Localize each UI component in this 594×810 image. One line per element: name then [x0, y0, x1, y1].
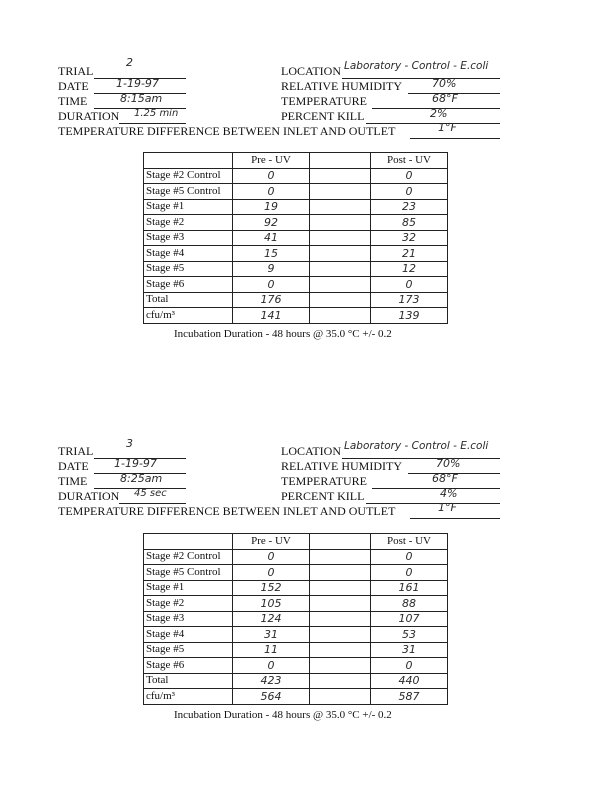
gap-cell — [310, 673, 371, 689]
table-row — [144, 549, 448, 565]
post-uv-value: 88 — [371, 596, 448, 612]
temperature-label: TEMPERATURE — [281, 474, 368, 488]
row-label: Stage #1 — [144, 199, 233, 215]
pre-uv-value: 423 — [233, 673, 310, 689]
time-label: TIME — [58, 94, 88, 108]
duration-value: 45 sec — [134, 488, 167, 499]
pre-uv-value: 176 — [233, 292, 310, 308]
row-label: Stage #2 Control — [144, 549, 233, 565]
pre-uv-value: 9 — [233, 261, 310, 277]
row-label: Stage #3 — [144, 611, 233, 627]
col-post-uv: Post - UV — [371, 534, 448, 550]
post-uv-value: 587 — [371, 689, 448, 705]
gap-cell — [310, 611, 371, 627]
location-label: LOCATION — [281, 444, 341, 458]
location-label: LOCATION — [281, 64, 341, 78]
post-uv-value: 0 — [371, 549, 448, 565]
pre-uv-value: 105 — [233, 596, 310, 612]
row-label: cfu/m³ — [144, 689, 233, 705]
table-row — [144, 261, 448, 277]
pre-uv-value: 19 — [233, 199, 310, 215]
gap-cell — [310, 277, 371, 293]
row-label: Stage #6 — [144, 277, 233, 293]
row-label: Stage #2 — [144, 596, 233, 612]
relative-humidity-value: 70% — [432, 77, 457, 90]
location-value: Laboratory - Control - E.coli — [344, 60, 489, 72]
post-uv-value: 440 — [371, 673, 448, 689]
row-label: Stage #5 Control — [144, 565, 233, 581]
temperature-value: 68°F — [432, 92, 458, 105]
table-row — [144, 184, 448, 200]
row-label: Stage #1 — [144, 580, 233, 596]
post-uv-value: 0 — [371, 184, 448, 200]
pre-uv-value: 15 — [233, 246, 310, 262]
table-row — [144, 168, 448, 184]
relative-humidity-label: RELATIVE HUMIDITY — [281, 79, 402, 93]
table-row — [144, 658, 448, 674]
temp-difference-value: 1°F — [438, 121, 457, 134]
post-uv-value: 107 — [371, 611, 448, 627]
table-row — [144, 246, 448, 262]
gap-cell — [310, 549, 371, 565]
row-label: Stage #6 — [144, 658, 233, 674]
row-label: Stage #2 Control — [144, 168, 233, 184]
row-label: Stage #4 — [144, 246, 233, 262]
gap-cell — [310, 596, 371, 612]
gap-cell — [310, 627, 371, 643]
gap-cell — [310, 215, 371, 231]
table-row — [144, 673, 448, 689]
relative-humidity-label: RELATIVE HUMIDITY — [281, 459, 402, 473]
trial-value: 2 — [126, 56, 133, 69]
table-header-blank — [144, 153, 233, 169]
row-label: Stage #5 — [144, 642, 233, 658]
gap-cell — [310, 689, 371, 705]
table-row — [144, 627, 448, 643]
date-label: DATE — [58, 79, 89, 93]
temperature-value: 68°F — [432, 472, 458, 485]
pre-uv-value: 0 — [233, 277, 310, 293]
trial-value: 3 — [126, 437, 133, 450]
time-value: 8:25am — [120, 472, 163, 485]
relative-humidity-value: 70% — [436, 457, 461, 470]
time-label: TIME — [58, 474, 88, 488]
table-row — [144, 199, 448, 215]
pre-uv-value: 564 — [233, 689, 310, 705]
gap-cell — [310, 168, 371, 184]
row-label: Total — [144, 673, 233, 689]
pre-uv-value: 0 — [233, 549, 310, 565]
col-post-uv: Post - UV — [371, 153, 448, 169]
table-row — [144, 596, 448, 612]
table-header-row — [144, 534, 448, 550]
post-uv-value: 173 — [371, 292, 448, 308]
pre-uv-value: 141 — [233, 308, 310, 324]
gap-cell — [310, 580, 371, 596]
duration-label: DURATION — [58, 489, 120, 503]
percent-kill-label: PERCENT KILL — [281, 109, 365, 123]
percent-kill-label: PERCENT KILL — [281, 489, 365, 503]
row-label: Stage #5 — [144, 261, 233, 277]
table-row — [144, 292, 448, 308]
pre-uv-value: 0 — [233, 658, 310, 674]
percent-kill-value: 2% — [430, 107, 448, 120]
pre-uv-value: 152 — [233, 580, 310, 596]
row-label: Stage #2 — [144, 215, 233, 231]
duration-value: 1.25 min — [134, 108, 179, 119]
gap-cell — [310, 261, 371, 277]
table-header-gap — [310, 153, 371, 169]
gap-cell — [310, 230, 371, 246]
gap-cell — [310, 308, 371, 324]
results-table-2 — [143, 533, 448, 705]
row-label: cfu/m³ — [144, 308, 233, 324]
gap-cell — [310, 292, 371, 308]
pre-uv-value: 41 — [233, 230, 310, 246]
row-label: Stage #5 Control — [144, 184, 233, 200]
gap-cell — [310, 565, 371, 581]
table-row — [144, 689, 448, 705]
pre-uv-value: 11 — [233, 642, 310, 658]
pre-uv-value: 92 — [233, 215, 310, 231]
results-table-1 — [143, 152, 448, 324]
table-header-blank — [144, 534, 233, 550]
date-value: 1-19-97 — [114, 457, 157, 470]
duration-label: DURATION — [58, 109, 120, 123]
date-label: DATE — [58, 459, 89, 473]
time-value: 8:15am — [120, 92, 163, 105]
post-uv-value: 12 — [371, 261, 448, 277]
table-row — [144, 277, 448, 293]
post-uv-value: 0 — [371, 658, 448, 674]
post-uv-value: 0 — [371, 277, 448, 293]
table-row — [144, 308, 448, 324]
percent-kill-line — [366, 489, 500, 504]
date-value: 1-19-97 — [116, 77, 159, 90]
temp-difference-value: 1°F — [438, 501, 457, 514]
temp-difference-label: TEMPERATURE DIFFERENCE BETWEEN INLET AND OUTLET — [58, 124, 396, 138]
temp-difference-label: TEMPERATURE DIFFERENCE BETWEEN INLET AND OUTLET — [58, 504, 396, 518]
table-row — [144, 611, 448, 627]
pre-uv-value: 0 — [233, 184, 310, 200]
temperature-label: TEMPERATURE — [281, 94, 368, 108]
gap-cell — [310, 246, 371, 262]
post-uv-value: 161 — [371, 580, 448, 596]
table-header-row — [144, 153, 448, 169]
pre-uv-value: 124 — [233, 611, 310, 627]
row-label: Total — [144, 292, 233, 308]
location-value: Laboratory - Control - E.coli — [344, 440, 489, 452]
table-row — [144, 565, 448, 581]
post-uv-value: 0 — [371, 168, 448, 184]
pre-uv-value: 0 — [233, 168, 310, 184]
table-row — [144, 230, 448, 246]
pre-uv-value: 31 — [233, 627, 310, 643]
col-pre-uv: Pre - UV — [233, 153, 310, 169]
table-header-gap — [310, 534, 371, 550]
post-uv-value: 53 — [371, 627, 448, 643]
post-uv-value: 85 — [371, 215, 448, 231]
incubation-caption: Incubation Duration - 48 hours @ 35.0 °C +/- 0.2 — [174, 328, 392, 340]
gap-cell — [310, 642, 371, 658]
incubation-caption: Incubation Duration - 48 hours @ 35.0 °C +/- 0.2 — [174, 709, 392, 721]
table-row — [144, 642, 448, 658]
gap-cell — [310, 658, 371, 674]
table-row — [144, 215, 448, 231]
col-pre-uv: Pre - UV — [233, 534, 310, 550]
post-uv-value: 32 — [371, 230, 448, 246]
row-label: Stage #4 — [144, 627, 233, 643]
post-uv-value: 21 — [371, 246, 448, 262]
gap-cell — [310, 184, 371, 200]
pre-uv-value: 0 — [233, 565, 310, 581]
table-row — [144, 580, 448, 596]
percent-kill-value: 4% — [440, 487, 458, 500]
post-uv-value: 139 — [371, 308, 448, 324]
post-uv-value: 31 — [371, 642, 448, 658]
post-uv-value: 0 — [371, 565, 448, 581]
gap-cell — [310, 199, 371, 215]
row-label: Stage #3 — [144, 230, 233, 246]
post-uv-value: 23 — [371, 199, 448, 215]
trial-label: TRIAL — [58, 64, 94, 78]
trial-label: TRIAL — [58, 444, 94, 458]
